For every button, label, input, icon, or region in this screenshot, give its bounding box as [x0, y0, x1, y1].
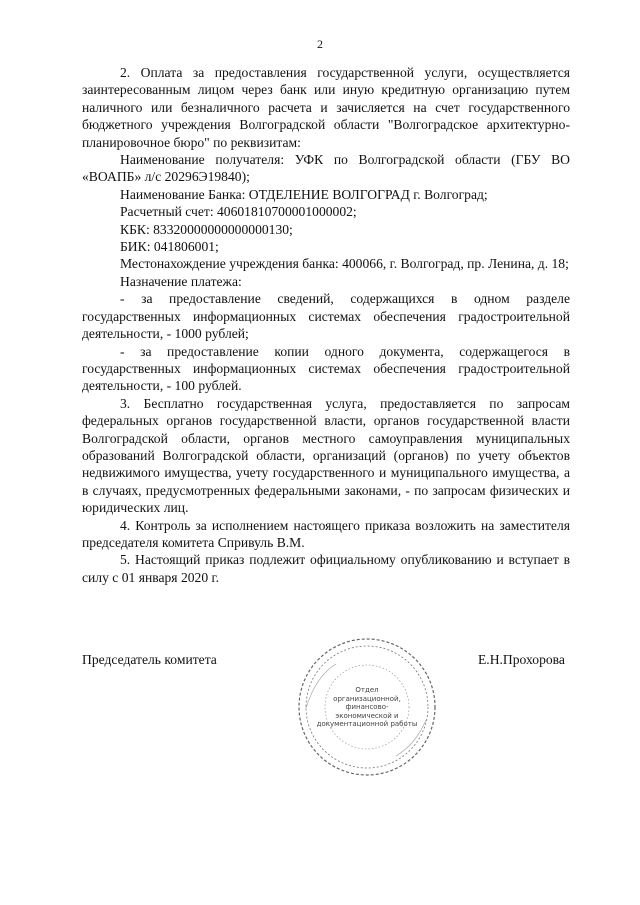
paragraph-purpose: Назначение платежа:	[120, 273, 242, 289]
paragraph-bank-location: Местонахождение учреждения банка: 400066, г. Волгоград, пр. Ленина, д. 18;	[120, 256, 569, 272]
paragraph-bank-name: Наименование Банка: ОТДЕЛЕНИЕ ВОЛГОГРАД г. Волгоград;	[120, 186, 488, 202]
page-number: 2	[317, 37, 323, 51]
stamp-line: документационной работы	[316, 720, 418, 729]
signature-name: Е.Н.Прохорова	[478, 652, 565, 667]
paragraph-recipient: Наименование получателя: УФК по Волгоградской области (ГБУ ВО «ВОАПБ» л/с 20296Э19840);	[82, 152, 570, 185]
paragraph-account: Расчетный счет: 40601810700001000002;	[120, 204, 357, 220]
stamp-text	[310, 686, 424, 729]
document-body	[82, 64, 570, 586]
paragraph-free-service: 3. Бесплатно государственная услуга, предоставляется по запросам федеральных органов государственной власти, органов государственной власти Волгоградской области, органов местного самоуправления муниципальных образований Волгоградской области, организаций (органов) по учету объектов недвижимого имущества, учету государственного и муниципального имущества, а в случаях, предусмотренных федеральными законами, - по запросам физических и юридических лиц.	[82, 395, 570, 516]
paragraph-fee-section: - за предоставление сведений, содержащихся в одном разделе государственных информационных системах обеспечения градостроительной деятельности, - 1000 рублей;	[82, 291, 570, 342]
stamp-line: экономической и	[335, 711, 399, 720]
paragraph-payment: 2. Оплата за предоставления государственной услуги, осуществляется заинтересованным лицом через банк или иную кредитную организацию путем наличного или безналичного расчета и зачисляется на счет государственного бюджетного учреждения Волгоградской области "Волгоградское архитектурно-планировочное бюро" по реквизитам:	[82, 65, 570, 150]
stamp-line: Отдел	[355, 686, 379, 694]
paragraph-bik: БИК: 041806001;	[120, 239, 219, 255]
paragraph-fee-copy: - за предоставление копии одного документа, содержащегося в государственных информационных системах обеспечения градостроительной деятельности, - 100 рублей.	[82, 343, 570, 394]
paragraph-effective: 5. Настоящий приказ подлежит официальному опубликованию и вступает в силу с 01 января 2020 г.	[82, 552, 570, 585]
stamp-line: организационной,	[333, 694, 401, 703]
signature-position: Председатель комитета	[82, 652, 217, 667]
paragraph-kbk: КБК: 83320000000000000130;	[120, 221, 293, 237]
paragraph-control: 4. Контроль за исполнением настоящего приказа возложить на заместителя председателя комитета Спривуль В.М.	[82, 517, 570, 550]
stamp-line: финансово-	[345, 703, 389, 712]
